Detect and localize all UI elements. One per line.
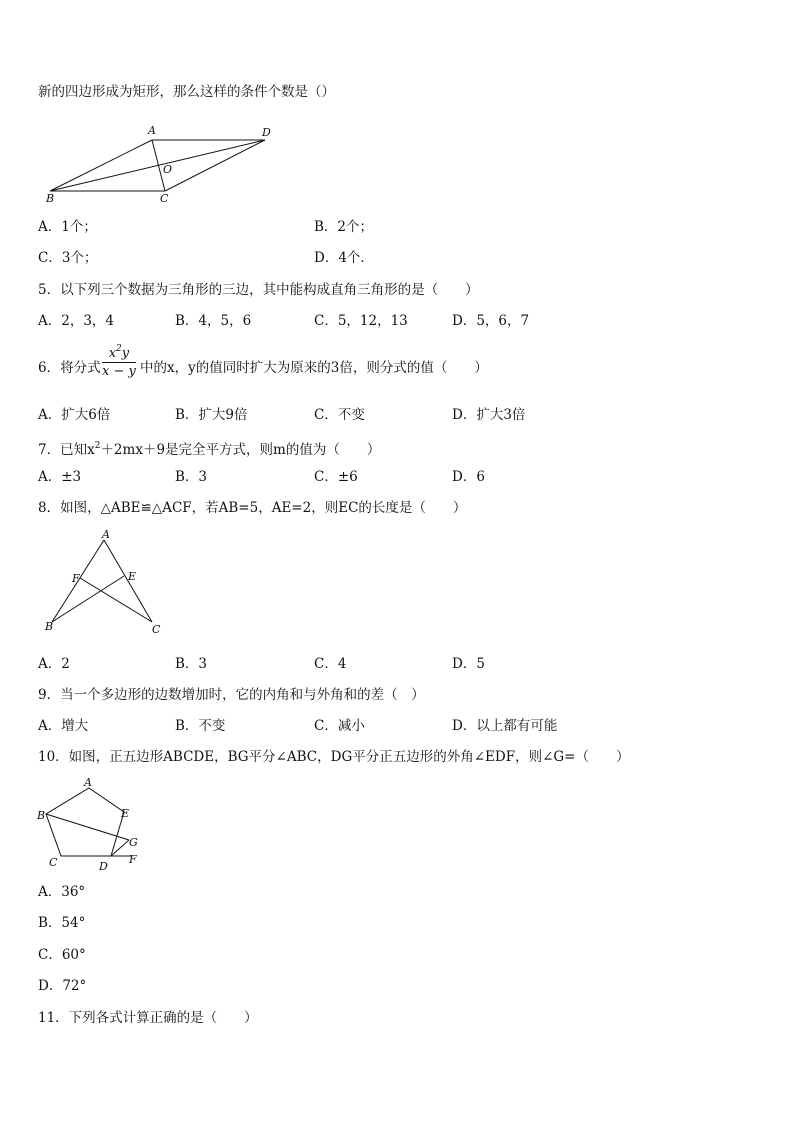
- q6-option-a: A．扩大6倍: [38, 407, 111, 423]
- q7-stem: 7．已知$x^2+2mx+9$是完全平方式，则m的值为（ ）: [38, 441, 381, 458]
- q4-option-b: B．2个；: [314, 219, 374, 235]
- q7-option-d: D．6: [452, 469, 485, 485]
- q10-option-b: B．54°: [38, 915, 86, 931]
- q8-label-F: F: [72, 572, 80, 585]
- q5-option-c: C．5，12，13: [314, 313, 408, 329]
- q10-option-a: A．36°: [38, 884, 86, 900]
- q4-label-B: B: [46, 192, 55, 205]
- q4-label-D: D: [262, 126, 271, 139]
- q7-option-c: C．±6: [314, 469, 358, 485]
- q5-stem: 5．以下列三个数据为三角形的三边，其中能构成直角三角形的是（ ）: [38, 282, 479, 298]
- q10-label-A: A: [84, 776, 92, 789]
- q8-label-E: E: [128, 570, 137, 583]
- q11-stem: 11．下列各式计算正确的是（ ）: [38, 1010, 258, 1026]
- q8-option-c: C．4: [314, 656, 347, 672]
- q4-option-d: D．4个．: [314, 250, 374, 266]
- q5-option-a: A．2，3，4: [38, 313, 115, 329]
- q10-label-E: E: [121, 807, 130, 820]
- q6-fraction: $x^2y$ x − y: [102, 344, 136, 379]
- q10-stem: 10．如图，正五边形ABCDE，BG平分∠ABC，DG平分正五边形的外角∠EDF，则∠G=（ ）: [38, 749, 630, 765]
- q6-option-d: D．扩大3倍: [452, 407, 526, 423]
- q9-option-a: A．增大: [38, 718, 89, 734]
- q8-option-a: A．2: [38, 656, 70, 672]
- q10-option-d: D．72°: [38, 978, 87, 994]
- q8-label-C: C: [152, 623, 161, 636]
- q4-stem-tail: 新的四边形成为矩形，那么这样的条件个数是（）: [38, 84, 335, 100]
- q9-stem: 9．当一个多边形的边数增加时，它的内角和与外角和的差（ ）: [38, 687, 425, 703]
- q8-option-b: B．3: [175, 656, 208, 672]
- q6-option-c: C．不变: [314, 407, 365, 423]
- q10-pentagon-figure: [34, 774, 154, 874]
- q10-label-B: B: [37, 809, 46, 822]
- q10-option-c: C．60°: [38, 947, 86, 963]
- q4-label-O: O: [163, 163, 173, 176]
- q8-option-d: D．5: [452, 656, 485, 672]
- q8-triangle-figure: [40, 530, 175, 640]
- q6-option-b: B．扩大9倍: [175, 407, 248, 423]
- q5-option-d: D．5，6，7: [452, 313, 530, 329]
- q10-label-G: G: [129, 836, 138, 849]
- q4-parallelogram-figure: [40, 118, 280, 208]
- q8-label-B: B: [45, 620, 54, 633]
- q10-label-C: C: [49, 856, 58, 869]
- q8-stem: 8．如图，△ABE≌△ACF，若AB=5，AE=2，则EC的长度是（ ）: [38, 500, 467, 516]
- q4-label-C: C: [160, 192, 169, 205]
- q4-option-a: A．1个；: [38, 219, 97, 235]
- q9-option-d: D．以上都有可能: [452, 718, 558, 734]
- q7-option-b: B．3: [175, 469, 208, 485]
- q9-option-b: B．不变: [175, 718, 226, 734]
- q10-label-D: D: [99, 860, 108, 873]
- q10-label-F: F: [129, 853, 137, 866]
- q6-stem-before: 6．将分式: [38, 360, 101, 376]
- q4-option-c: C．3个；: [38, 250, 98, 266]
- q7-option-a: A．±3: [38, 469, 82, 485]
- q8-label-A: A: [102, 530, 110, 541]
- q9-option-c: C．减小: [314, 718, 365, 734]
- q4-label-A: A: [148, 124, 156, 137]
- q6-stem-after: 中的x，y的值同时扩大为原来的3倍，则分式的值（ ）: [140, 360, 488, 376]
- q5-option-b: B．4，5，6: [175, 313, 252, 329]
